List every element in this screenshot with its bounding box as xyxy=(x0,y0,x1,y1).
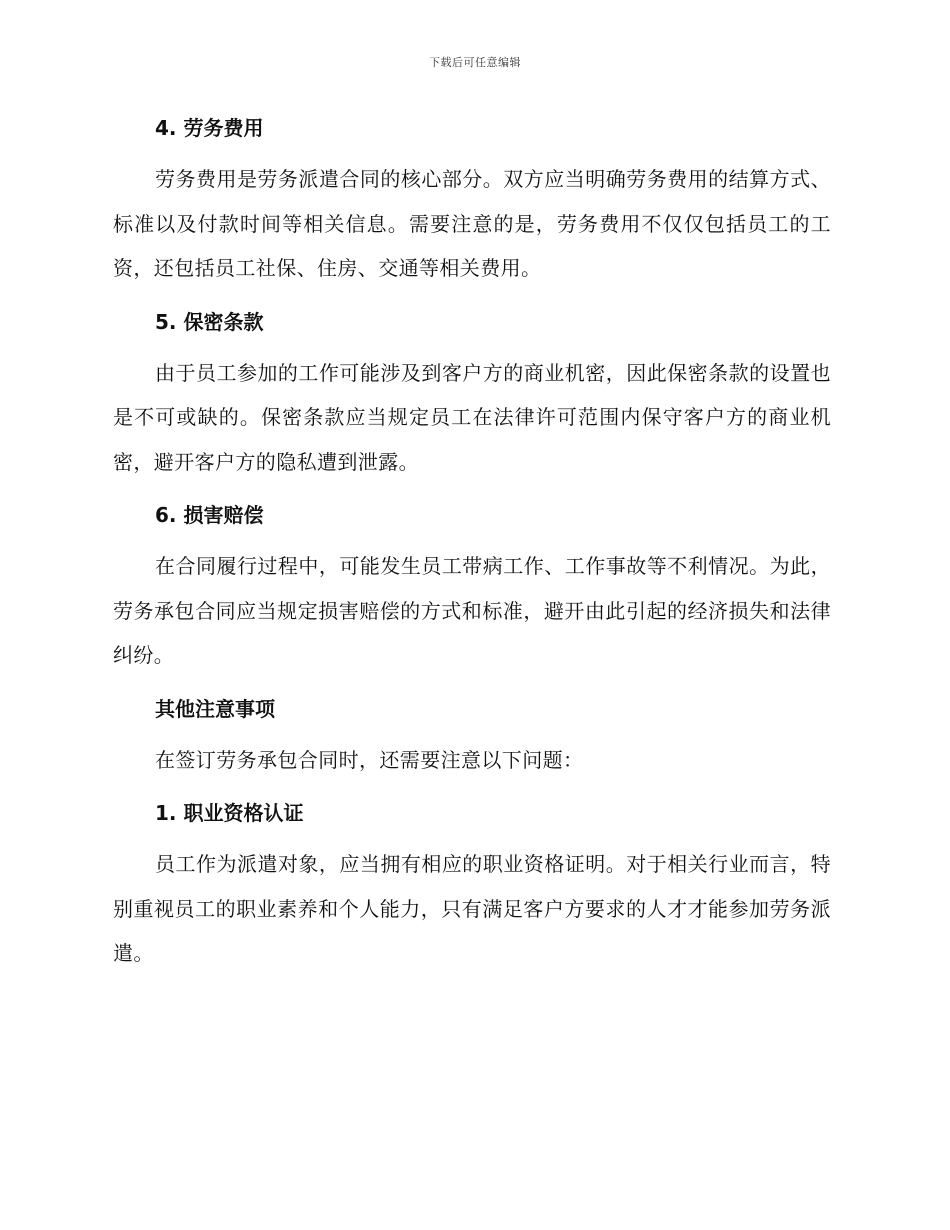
document-body xyxy=(113,110,831,976)
section-heading-damages: 6. 损害赔偿 xyxy=(155,503,264,527)
section-body-damages: 在合同履行过程中，可能发生员工带病工作、工作事故等不利情况。为此，劳务承包合同应当规定损害赔偿的方式和标准，避开由此引起的经济损失和法律纠纷。 xyxy=(113,554,831,667)
section-body-confidentiality: 由于员工参加的工作可能涉及到客户方的商业机密，因此保密条款的设置也是不可或缺的。保密条款应当规定员工在法律许可范围内保守客户方的商业机密，避开客户方的隐私遭到泄露。 xyxy=(113,360,831,474)
section-body-labor-fees: 劳务费用是劳务派遣合同的核心部分。双方应当明确劳务费用的结算方式、标准以及付款时间等相关信息。需要注意的是，劳务费用不仅仅包括员工的工资，还包括员工社保、住房、交通等相关费用。 xyxy=(113,167,831,280)
header-note: 下载后可任意编辑 xyxy=(429,56,521,69)
section-body-qualification: 员工作为派遣对象，应当拥有相应的职业资格证明。对于相关行业而言，特别重视员工的职业素养和个人能力，只有满足客户方要求的人才才能参加劳务派遣。 xyxy=(113,852,831,965)
section-heading-labor-fees: 4. 劳务费用 xyxy=(155,116,264,140)
section-heading-other-notes: 其他注意事项 xyxy=(155,696,275,721)
section-heading-qualification: 1. 职业资格认证 xyxy=(155,801,304,825)
section-body-other-notes: 在签订劳务承包合同时，还需要注意以下问题： xyxy=(155,747,584,772)
section-heading-confidentiality: 5. 保密条款 xyxy=(155,309,264,334)
